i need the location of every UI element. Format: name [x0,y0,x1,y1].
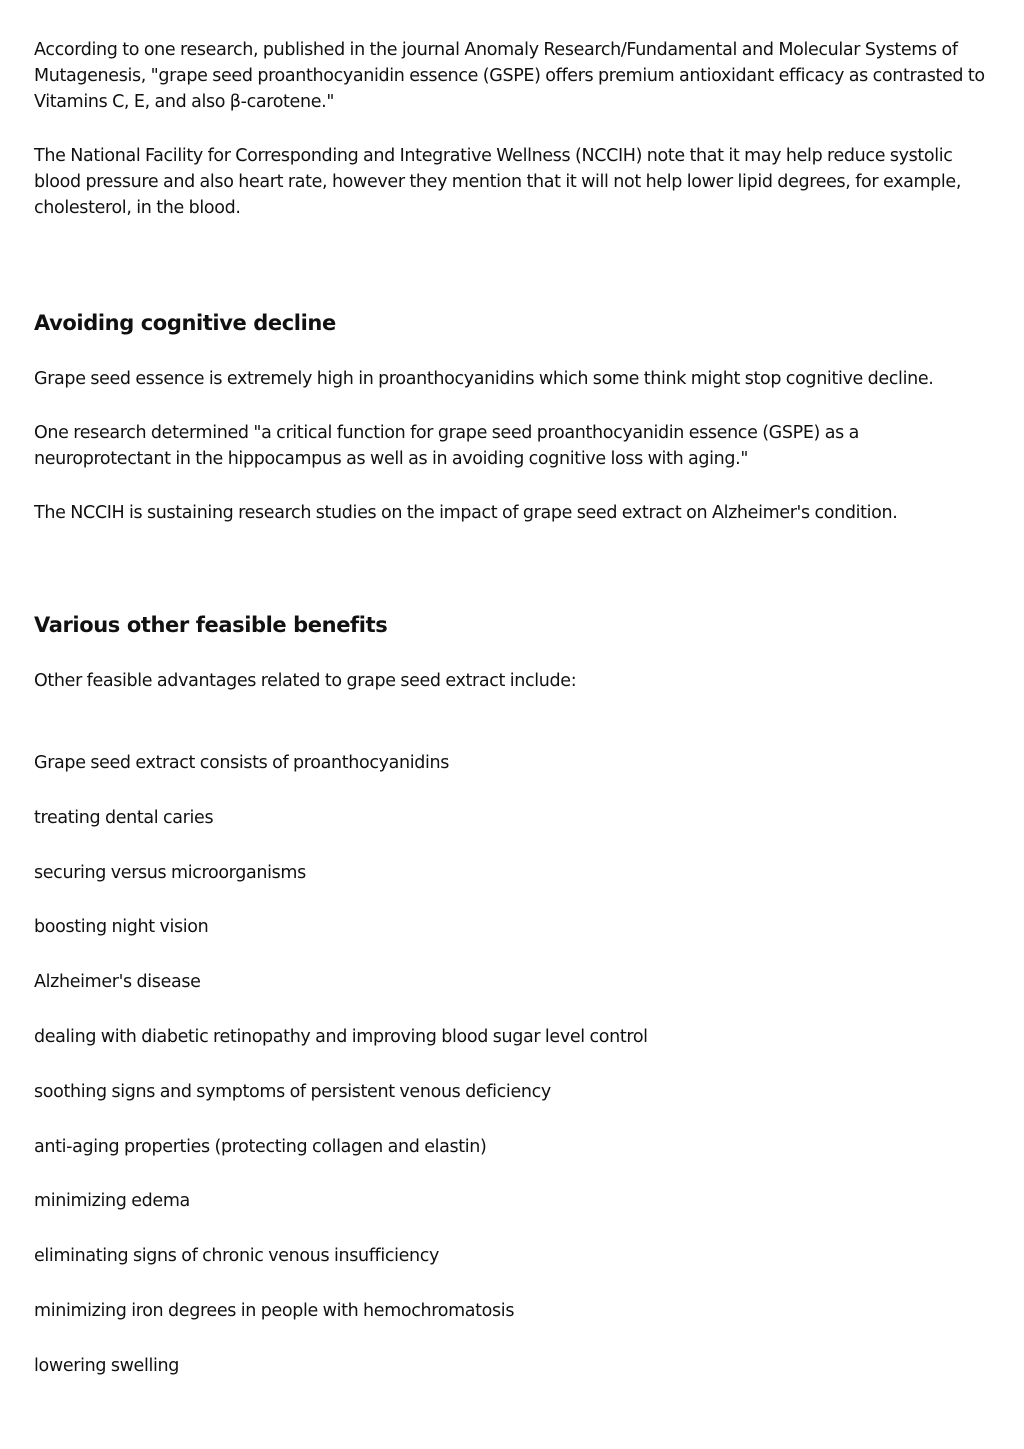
list-item: minimizing iron degrees in people with hemochromatosis [34,1300,515,1321]
cognitive-paragraph-3: The NCCIH is sustaining research studies on the impact of grape seed extract on Alzheimer's condition. [34,503,898,523]
list-item: boosting night vision [34,917,209,938]
list-item: dealing with diabetic retinopathy and improving blood sugar level control [34,1026,648,1047]
list-item: lowering swelling [34,1355,180,1376]
list-item: soothing signs and symptoms of persistent venous deficiency [34,1081,551,1102]
cognitive-paragraph-2: One research determined "a critical function for grape seed proanthocyanidin essence (GSPE) as a neuroprotectant in the hippocampus as well as in avoiding cognitive loss with aging." [34,423,859,469]
section-heading-cognitive: Avoiding cognitive decline [34,311,336,335]
cognitive-paragraph-1: Grape seed essence is extremely high in proanthocyanidins which some think might stop cognitive decline. [34,369,934,389]
section-heading-benefits: Various other feasible benefits [34,613,388,637]
intro-paragraph-antioxidant: According to one research, published in the journal Anomaly Research/Fundamental and Molecular Systems of Mutagenesis, "grape seed proanthocyanidin essence (GSPE) offers premium antioxidant efficacy as contrasted to Vitamins C, E, and also β-carotene." [34,40,985,112]
list-item: Grape seed extract consists of proanthocyanidins [34,753,450,773]
list-item: anti-aging properties (protecting collagen and elastin) [34,1136,487,1157]
list-item: treating dental caries [34,807,214,828]
list-item: Alzheimer's disease [34,972,201,993]
intro-paragraph-nccih: The National Facility for Corresponding and Integrative Wellness (NCCIH) note that it may help reduce systolic blood pressure and also heart rate, however they mention that it will not help lower lipid degrees, for example, cholesterol, in the blood. [34,146,962,218]
benefits-list [34,750,990,1379]
list-item: securing versus microorganisms [34,862,306,883]
list-item: minimizing edema [34,1191,190,1212]
list-item: eliminating signs of chronic venous insufficiency [34,1246,440,1267]
benefits-intro: Other feasible advantages related to grape seed extract include: [34,671,577,691]
